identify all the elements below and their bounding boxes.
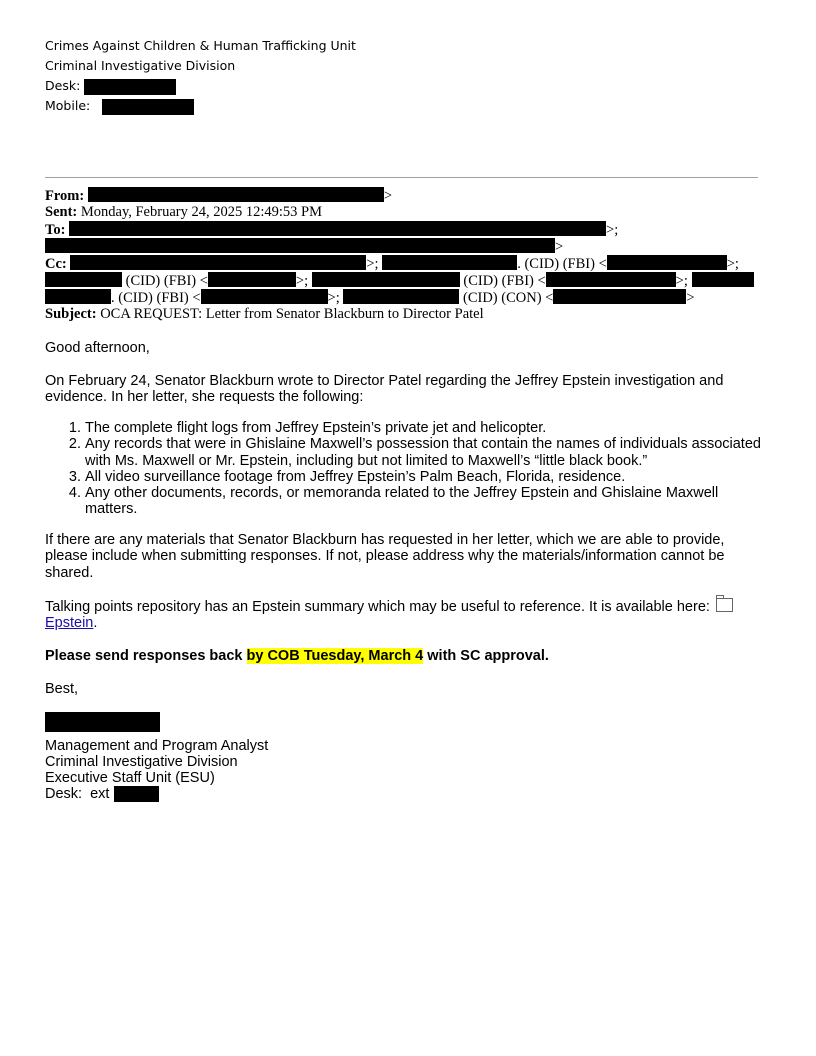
cc-line: Cc: >; . (CID) (FBI) < >; bbox=[45, 256, 739, 272]
redaction-box bbox=[553, 289, 686, 304]
talking-points-paragraph: Talking points repository has an Epstein summary which may be useful to reference. It is available here: Epstein. bbox=[45, 598, 770, 632]
redaction-box bbox=[312, 272, 460, 287]
unit-name: Executive Staff Unit (ESU) bbox=[45, 770, 215, 786]
redaction-box bbox=[382, 255, 517, 270]
redaction-box bbox=[692, 272, 754, 287]
desk-line: Desk: bbox=[45, 76, 356, 96]
division-name: Criminal Investigative Division bbox=[45, 58, 236, 73]
from-line: From: > bbox=[45, 188, 393, 204]
email-header bbox=[45, 187, 775, 323]
separator-line bbox=[45, 177, 758, 178]
materials-paragraph: If there are any materials that Senator Blackburn has requested in her letter, which we are able to provide, please include when submitting responses. If not, please address why the materials/information cannot be shared. bbox=[45, 532, 725, 581]
job-title: Management and Program Analyst bbox=[45, 738, 269, 754]
request-list bbox=[45, 420, 773, 518]
redaction-box bbox=[607, 255, 727, 270]
sent-line: Sent: Monday, February 24, 2025 12:49:53 PM bbox=[45, 204, 322, 220]
bottom-signature bbox=[45, 712, 268, 802]
intro-paragraph: On February 24, Senator Blackburn wrote to Director Patel regarding the Jeffrey Epstein investigation and evidence. In her letter, she requests the following: bbox=[45, 373, 724, 406]
redaction-box bbox=[114, 786, 159, 802]
list-item: 1. The complete flight logs from Jeffrey Epstein’s private jet and helicopter. bbox=[85, 420, 773, 436]
deadline-paragraph: Please send responses back by COB Tuesday, March 4 with SC approval. bbox=[45, 648, 549, 664]
redaction-box bbox=[45, 238, 555, 253]
list-item: 4. Any other documents, records, or memoranda related to the Jeffrey Epstein and Ghislaine Maxwell matters. bbox=[85, 485, 773, 518]
to-line-continued: > bbox=[45, 238, 775, 255]
redaction-box bbox=[201, 289, 328, 304]
redaction-box bbox=[45, 289, 111, 304]
redaction-box bbox=[69, 221, 606, 236]
cc-line-continued: . (CID) (FBI) < >; (CID) (CON) < > bbox=[45, 289, 775, 306]
redaction-box bbox=[343, 289, 459, 304]
folder-icon[interactable] bbox=[716, 598, 733, 612]
redaction-box bbox=[45, 272, 122, 287]
unit-name: Crimes Against Children & Human Trafficking Unit bbox=[45, 38, 356, 53]
to-line: To: >; bbox=[45, 222, 619, 238]
division-name: Criminal Investigative Division bbox=[45, 754, 238, 770]
list-item: 3. All video surveillance footage from Jeffrey Epstein’s Palm Beach, Florida, residence. bbox=[85, 469, 773, 485]
redaction-box bbox=[84, 79, 176, 95]
deadline-highlight: by COB Tuesday, March 4 bbox=[246, 648, 424, 664]
sent-value: Monday, February 24, 2025 12:49:53 PM bbox=[80, 204, 322, 220]
closing: Best, bbox=[45, 681, 79, 697]
top-signature bbox=[45, 36, 356, 116]
subject-value: OCA REQUEST: Letter from Senator Blackburn to Director Patel bbox=[100, 306, 484, 322]
redaction-box bbox=[45, 712, 160, 732]
redaction-box bbox=[208, 272, 296, 287]
redaction-box bbox=[102, 99, 194, 115]
cc-line-continued: (CID) (FBI) < >; (CID) (FBI) < >; bbox=[45, 272, 775, 289]
redaction-box bbox=[546, 272, 676, 287]
redaction-box bbox=[70, 255, 366, 270]
greeting: Good afternoon, bbox=[45, 340, 150, 356]
list-item: 2. Any records that were in Ghislaine Maxwell’s possession that contain the names of individuals associated with Ms. Maxwell or Mr. Epstein, including but not limited to Maxwell’s “little black book.” bbox=[85, 436, 773, 469]
mobile-line: Mobile: bbox=[45, 96, 356, 116]
redaction-box bbox=[88, 187, 384, 202]
epstein-link[interactable]: Epstein bbox=[45, 615, 94, 632]
desk-line: Desk: ext bbox=[45, 786, 268, 802]
name-line bbox=[45, 712, 268, 728]
subject-line: Subject: OCA REQUEST: Letter from Senator Blackburn to Director Patel bbox=[45, 306, 484, 322]
